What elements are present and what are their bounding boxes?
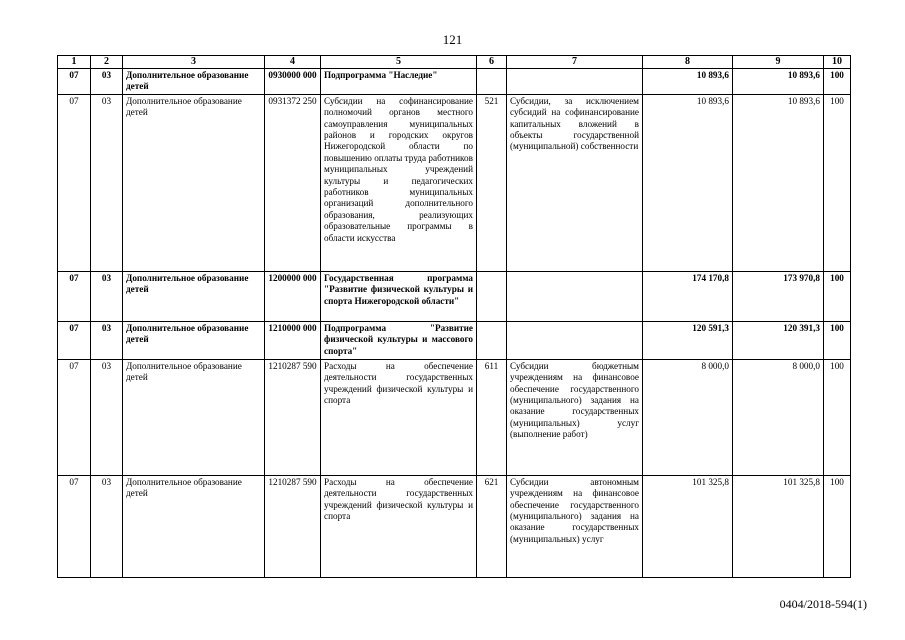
expense-type-cell: [477, 271, 507, 321]
column-header: 7: [507, 56, 643, 69]
expense-type-cell: 521: [477, 94, 507, 271]
header-row: [58, 56, 851, 69]
section-name-cell: Дополнительное образование детей: [123, 94, 265, 271]
article-name-cell: Расходы на обеспечение деятельности государственных учреждений физической культуры и спорта: [321, 475, 477, 577]
expense-type-cell: 621: [477, 475, 507, 577]
subsection-cell: 03: [91, 321, 123, 359]
expense-type-name-cell: Субсидии бюджетным учреждениям на финансовое обеспечение государственного (муниципального) задания на оказание государственных (муниципальных) услуг (выполнение работ): [507, 359, 643, 475]
subsection-cell: 03: [91, 475, 123, 577]
percent-cell: 100: [824, 359, 851, 475]
article-name-cell: Субсидии на софинансирование полномочий органов местного самоуправления муниципальных районов и городских округов Нижегородской области по повышению оплаты труда работников муниципальных учреждений культуры и педагогических работников муниципальных организаций дополнительного образования, реализующих образовательные программы в области искусства: [321, 94, 477, 271]
amount-cell: 101 325,8: [733, 475, 824, 577]
column-header: 9: [733, 56, 824, 69]
target-article-cell: 1210287 590: [265, 359, 321, 475]
amount-cell: 101 325,8: [643, 475, 733, 577]
target-article-cell: 1210000 000: [265, 321, 321, 359]
subsection-cell: 03: [91, 94, 123, 271]
section-cell: 07: [58, 321, 91, 359]
column-header: 2: [91, 56, 123, 69]
section-cell: 07: [58, 359, 91, 475]
page-number: 121: [442, 32, 463, 47]
expense-type-name-cell: [507, 271, 643, 321]
amount-cell: 10 893,6: [733, 69, 824, 95]
percent-cell: 100: [824, 271, 851, 321]
section-cell: 07: [58, 271, 91, 321]
target-article-cell: 0930000 000: [265, 69, 321, 95]
amount-cell: 10 893,6: [643, 69, 733, 95]
amount-cell: 8 000,0: [643, 359, 733, 475]
column-header: 6: [477, 56, 507, 69]
table-row: [58, 271, 851, 321]
percent-cell: 100: [824, 94, 851, 271]
article-name-cell: Государственная программа "Развитие физической культуры и спорта Нижегородской области": [321, 271, 477, 321]
section-name-cell: Дополнительное образование детей: [123, 69, 265, 95]
article-name-cell: Расходы на обеспечение деятельности государственных учреждений физической культуры и спорта: [321, 359, 477, 475]
percent-cell: 100: [824, 69, 851, 95]
target-article-cell: 1210287 590: [265, 475, 321, 577]
target-article-cell: 0931372 250: [265, 94, 321, 271]
section-name-cell: Дополнительное образование детей: [123, 321, 265, 359]
subsection-cell: 03: [91, 69, 123, 95]
article-name-cell: Подпрограмма "Развитие физической культуры и массового спорта": [321, 321, 477, 359]
expense-type-cell: [477, 69, 507, 95]
column-header: 3: [123, 56, 265, 69]
column-header: 8: [643, 56, 733, 69]
section-cell: 07: [58, 69, 91, 95]
amount-cell: 10 893,6: [733, 94, 824, 271]
subsection-cell: 03: [91, 359, 123, 475]
amount-cell: 120 591,3: [643, 321, 733, 359]
amount-cell: 174 170,8: [643, 271, 733, 321]
article-name-cell: Подпрограмма "Наследие": [321, 69, 477, 95]
table-row: [58, 321, 851, 359]
amount-cell: 10 893,6: [643, 94, 733, 271]
expense-type-name-cell: [507, 321, 643, 359]
target-article-cell: 1200000 000: [265, 271, 321, 321]
amount-cell: 173 970,8: [733, 271, 824, 321]
expense-type-cell: 611: [477, 359, 507, 475]
section-name-cell: Дополнительное образование детей: [123, 271, 265, 321]
section-cell: 07: [58, 475, 91, 577]
percent-cell: 100: [824, 475, 851, 577]
percent-cell: 100: [824, 321, 851, 359]
expense-type-name-cell: Субсидии автономным учреждениям на финансовое обеспечение государственного (муниципального) задания на оказание государственных (муниципальных) услуг: [507, 475, 643, 577]
table-row: [58, 475, 851, 577]
column-header: 5: [321, 56, 477, 69]
document-code: 0404/2018-594(1): [779, 597, 867, 611]
column-header: 10: [824, 56, 851, 69]
section-cell: 07: [58, 94, 91, 271]
expense-type-cell: [477, 321, 507, 359]
budget-table: [57, 55, 851, 578]
amount-cell: 8 000,0: [733, 359, 824, 475]
table-row: [58, 359, 851, 475]
expense-type-name-cell: [507, 69, 643, 95]
section-name-cell: Дополнительное образование детей: [123, 359, 265, 475]
expense-type-name-cell: Субсидии, за исключением субсидий на софинансирование капитальных вложений в объекты государственной (муниципальной) собственности: [507, 94, 643, 271]
table-row: [58, 69, 851, 95]
section-name-cell: Дополнительное образование детей: [123, 475, 265, 577]
amount-cell: 120 391,3: [733, 321, 824, 359]
column-header: 4: [265, 56, 321, 69]
column-header: 1: [58, 56, 91, 69]
subsection-cell: 03: [91, 271, 123, 321]
table-row: [58, 94, 851, 271]
